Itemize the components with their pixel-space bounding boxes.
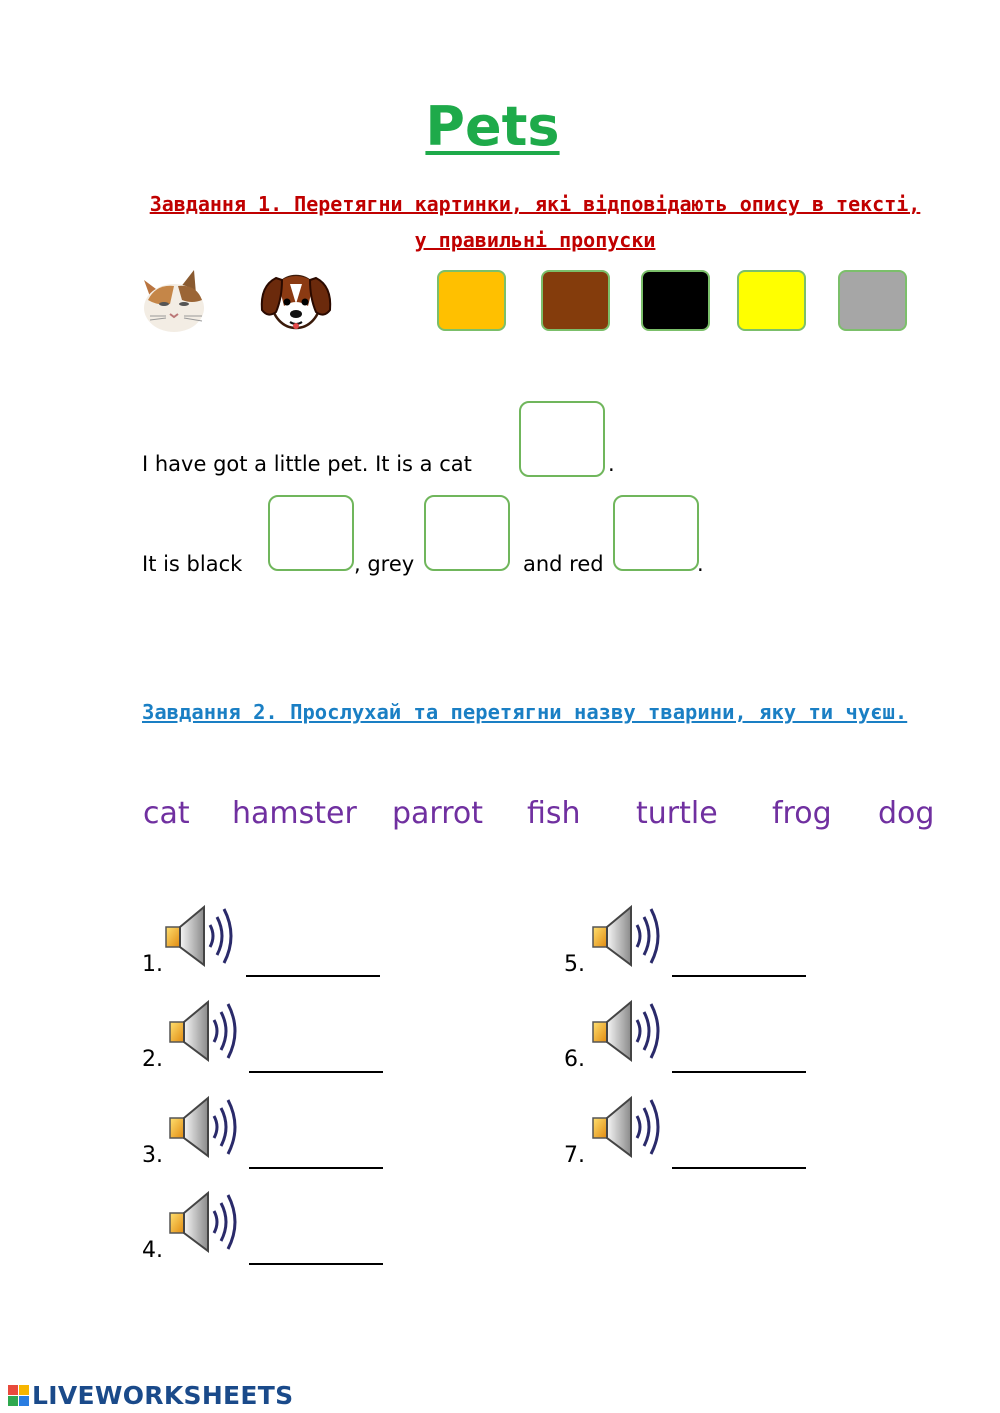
word-turtle[interactable]: turtle	[636, 796, 718, 831]
item-number-2: 2.	[142, 1047, 163, 1072]
item-number-1: 1.	[142, 952, 163, 977]
color-swatch-orange[interactable]	[437, 270, 506, 331]
item-number-7: 7.	[564, 1143, 585, 1168]
task1-heading-line2: у правильні пропуски	[414, 228, 656, 252]
drop-box-grey[interactable]	[424, 495, 510, 571]
speaker-icon[interactable]	[168, 998, 242, 1064]
speaker-icon[interactable]	[591, 1094, 665, 1160]
speaker-icon[interactable]	[591, 903, 665, 969]
drop-box-red[interactable]	[613, 495, 699, 571]
word-hamster[interactable]: hamster	[232, 796, 357, 831]
sentence2-part2: , grey	[354, 552, 415, 576]
logo-mark-icon	[8, 1385, 29, 1406]
speaker-icon[interactable]	[591, 998, 665, 1064]
answer-blank-5[interactable]	[672, 951, 806, 977]
answer-blank-4[interactable]	[249, 1239, 383, 1265]
answer-blank-1[interactable]	[246, 951, 380, 977]
sentence1-end: .	[608, 452, 615, 476]
drop-box-pet[interactable]	[519, 401, 605, 477]
answer-blank-6[interactable]	[672, 1047, 806, 1073]
task1-heading-line1: Завдання 1. Перетягни картинки, які відповідають опису в тексті,	[149, 192, 921, 216]
liveworksheets-logo[interactable]	[8, 1381, 293, 1410]
speaker-icon[interactable]	[164, 903, 238, 969]
sentence2-part3: and red	[523, 552, 604, 576]
speaker-icon[interactable]	[168, 1189, 242, 1255]
item-number-3: 3.	[142, 1143, 163, 1168]
word-dog[interactable]: dog	[878, 796, 935, 831]
sentence2-end: .	[697, 552, 704, 576]
cat-face-icon[interactable]	[140, 270, 210, 334]
sentence1-text: I have got a little pet. It is a cat	[142, 452, 472, 476]
item-number-4: 4.	[142, 1238, 163, 1263]
color-swatch-black[interactable]	[641, 270, 710, 331]
speaker-icon[interactable]	[168, 1094, 242, 1160]
color-swatch-brown[interactable]	[541, 270, 610, 331]
drop-box-black[interactable]	[268, 495, 354, 571]
answer-blank-7[interactable]	[672, 1143, 806, 1169]
word-fish[interactable]: fish	[527, 796, 581, 831]
color-swatch-yellow[interactable]	[737, 270, 806, 331]
word-parrot[interactable]: parrot	[392, 796, 484, 831]
answer-blank-2[interactable]	[249, 1047, 383, 1073]
item-number-5: 5.	[564, 952, 585, 977]
page-title: Pets	[425, 95, 560, 158]
task2-heading: Завдання 2. Прослухай та перетягни назву тварини, яку ти чуєш.	[142, 700, 908, 724]
answer-blank-3[interactable]	[249, 1143, 383, 1169]
word-cat[interactable]: cat	[143, 796, 190, 831]
dog-face-icon[interactable]	[258, 268, 334, 334]
item-number-6: 6.	[564, 1047, 585, 1072]
word-frog[interactable]: frog	[772, 796, 832, 831]
logo-text: LIVEWORKSHEETS	[32, 1381, 294, 1410]
sentence2-part1: It is black	[142, 552, 243, 576]
color-swatch-grey[interactable]	[838, 270, 907, 331]
